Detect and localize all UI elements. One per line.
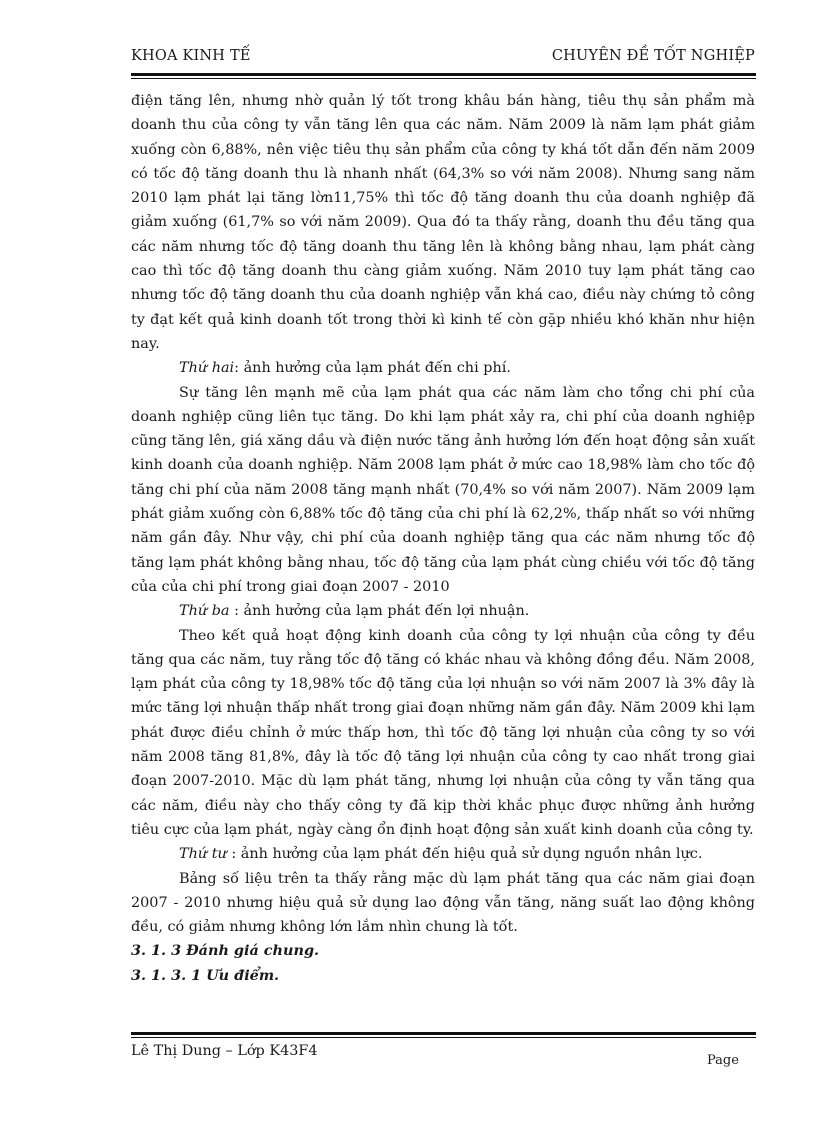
footer-page-label: Page: [707, 1053, 739, 1068]
paragraph-fourth-heading: Thứ tư : ảnh hưởng của lạm phát đến hiệu quả sử dụng nguồn nhân lực.: [179, 846, 703, 863]
header-rule-thin: [131, 78, 756, 79]
paragraph-labor: Bảng số liệu trên ta thấy rằng mặc dù lạm phát tăng qua các năm giai đoạn 2007 - 2010 nhưng hiệu quả sử dụng lao động vẫn tăng, năng suất lao động không đều, có giảm nhưng không lớn lắm nhìn chung là tốt.: [131, 870, 755, 936]
label-thu-ba: Thứ ba: [179, 603, 230, 620]
paragraph-third-heading: Thứ ba : ảnh hưởng của lạm phát đến lợi nhuận.: [179, 603, 530, 620]
header-rule-thick: [131, 73, 756, 76]
footer-rule-thin: [131, 1037, 756, 1038]
label-thu-hai: Thứ hai: [179, 360, 235, 377]
page-header: [131, 48, 755, 68]
paragraph-profit: Theo kết quả hoạt động kinh doanh của công ty lợi nhuận của công ty đều tăng qua các năm, tuy rằng tốc độ tăng có khác nhau và không đồng đều. Năm 2008, lạm phát của công ty 18,98% tốc độ tăng của lợi nhuận so với năm 2007 là 3% đây là mức tăng lợi nhuận thấp nhất trong giai đoạn những năm gần đây. Năm 2009 khi lạm phát được điều chỉnh ở mức thấp hơn, thì tốc độ tăng lợi nhuận của công ty so với năm 2008 tăng 81,8%, đây là tốc độ tăng lợi nhuận của công ty cao nhất trong giai đoạn 2007-2010. Mặc dù lạm phát tăng, nhưng lợi nhuận của công ty vẫn tăng qua các năm, điều này cho thấy công ty đã kịp thời khắc phục được những ảnh hưởng tiêu cực của lạm phát, ngày càng ổn định hoạt động sản xuất kinh doanh của công ty.: [131, 627, 755, 838]
paragraph-second-heading: Thứ hai: ảnh hưởng của lạm phát đến chi phí.: [179, 360, 511, 377]
header-title: CHUYÊN ĐỀ TỐT NGHIỆP: [551, 48, 755, 64]
section-heading-advantages: 3. 1. 3. 1 Ưu điểm.: [131, 966, 280, 984]
paragraph-revenue: điện tăng lên, nhưng nhờ quản lý tốt trong khâu bán hàng, tiêu thụ sản phẩm mà doanh thu của công ty vẫn tăng lên qua các năm. Năm 2009 là năm lạm phát giảm xuống còn 6,88%, nên việc tiêu thụ sản phẩm của công ty khá tốt dẫn đến năm 2009 có tốc độ tăng doanh thu là nhanh nhất (64,3% so với năm 2008). Nhưng sang năm 2010 lạm phát lại tăng lờn11,75% thì tốc độ tăng doanh thu của doanh nghiệp đã giảm xuống (61,7% so với năm 2009). Qua đó ta thấy rằng, doanh thu đều tăng qua các năm nhưng tốc độ tăng doanh thu tăng lên là không bằng nhau, lạm phát càng cao thì tốc độ tăng doanh thu càng giảm xuống. Năm 2010 tuy lạm phát tăng cao nhưng tốc độ tăng doanh thu của doanh nghiệp vẫn khá cao, điều này chứng tỏ công ty đạt kết quả kinh doanh tốt trong thời kì kinh tế còn gặp nhiều khó khăn như hiện nay.: [131, 93, 755, 352]
paragraph-cost: Sự tăng lên mạnh mẽ của lạm phát qua các năm làm cho tổng chi phí của doanh nghiệp cũng liên tục tăng. Do khi lạm phát xảy ra, chi phí của doanh nghiệp cũng tăng lên, giá xăng dầu và điện nước tăng ảnh hưởng lớn đến hoạt động sản xuất kinh doanh của doanh nghiệp. Năm 2008 lạm phát ở mức cao 18,98% làm cho tốc độ tăng chi phí của năm 2008 tăng mạnh nhất (70,4% so với năm 2007). Năm 2009 lạm phát giảm xuống còn 6,88% tốc độ tăng của chi phí là 62,2%, thấp nhất so với những năm gần đây. Như vậy, chi phí của doanh nghiệp tăng qua các năm nhưng tốc độ tăng lạm phát không bằng nhau, tốc độ tăng của lạm phát cùng chiều với tốc độ tăng của của chi phí trong giai đoạn 2007 - 2010: [131, 384, 755, 595]
footer-author: Lê Thị Dung – Lớp K43F4: [131, 1043, 318, 1059]
section-heading-evaluation: 3. 1. 3 Đánh giá chung.: [131, 942, 320, 960]
label-thu-tu: Thứ tư: [179, 846, 227, 863]
footer-rule-thick: [131, 1032, 756, 1035]
header-faculty: KHOA KINH TẾ: [131, 48, 251, 64]
document-body: [131, 89, 755, 988]
